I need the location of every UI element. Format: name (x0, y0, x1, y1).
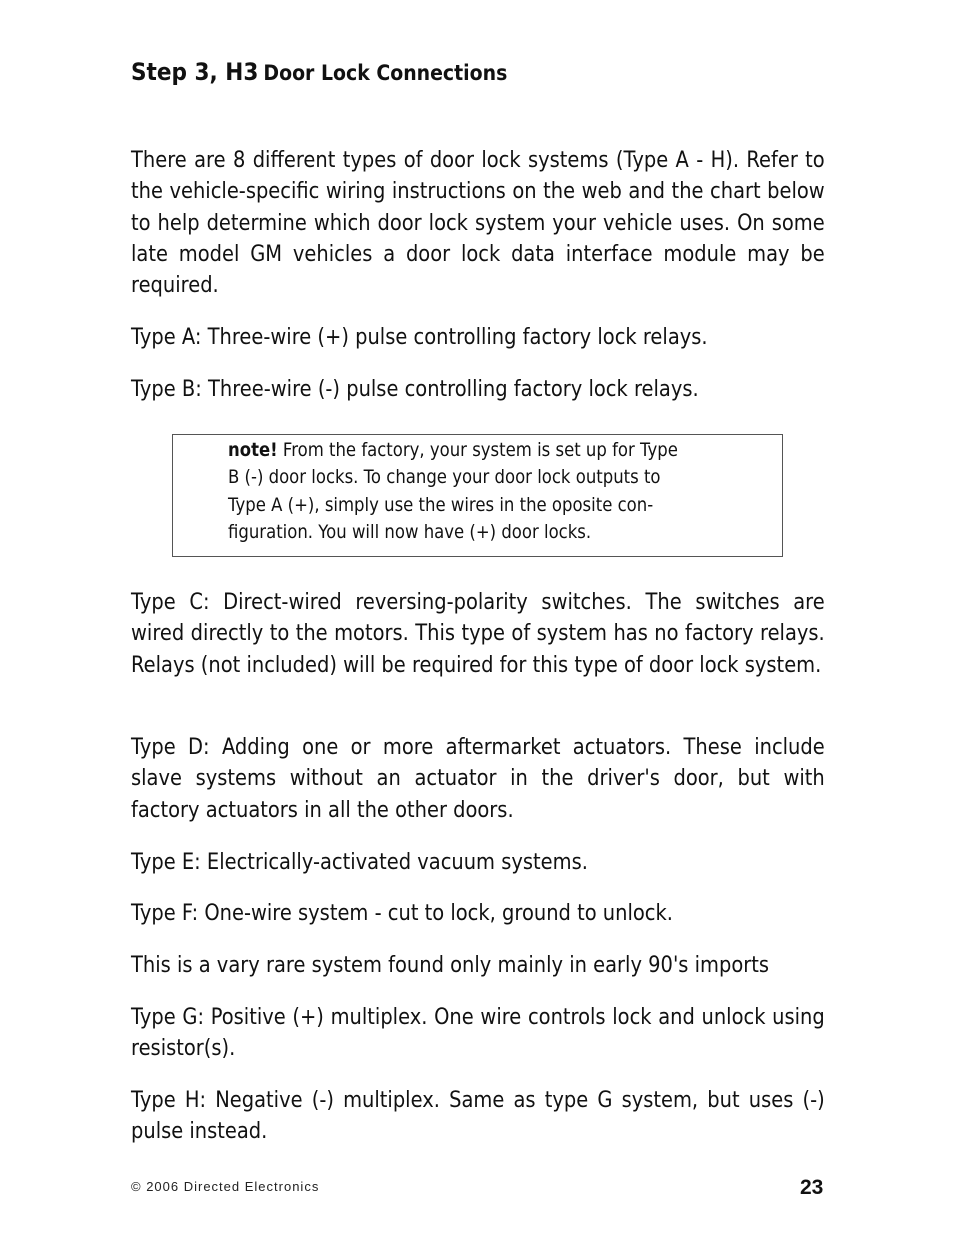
type-g-text: Type G: Positive (+) multiplex. One wire controls lock and unlock using resistor(s). (131, 1004, 825, 1062)
intro-paragraph (131, 145, 825, 301)
note-line-1: From the factory, your system is set up for Type (277, 439, 678, 461)
rare-system-paragraph (131, 950, 825, 981)
type-b-text: Type B: Three-wire (-) pulse controlling factory lock relays. (131, 376, 699, 402)
note-box (172, 434, 783, 557)
section-heading (131, 58, 507, 86)
rare-system-text: This is a vary rare system found only mainly in early 90's imports (131, 952, 770, 978)
note-text (228, 437, 730, 546)
heading-title: Door Lock Connections (263, 61, 508, 85)
type-e-text: Type E: Electrically-activated vacuum systems. (131, 849, 588, 875)
copyright-footer: © 2006 Directed Electronics (131, 1179, 320, 1194)
type-h-text: Type H: Negative (-) multiplex. Same as type G system, but uses (-) pulse instead. (131, 1087, 825, 1145)
type-g-paragraph (131, 1002, 825, 1065)
intro-text: There are 8 different types of door lock systems (Type A - H). Refer to the vehicle-specific wiring instructions on the web and the chart below to help determine which door lock system your vehicle uses. On some late model GM vehicles a door lock data interface module may be required. (131, 147, 825, 299)
type-e-paragraph (131, 847, 825, 878)
type-c-text: Type C: Direct-wired reversing-polarity switches. The switches are wired directly to the motors. This type of system has no factory relays. Relays (not included) will be required for this type of door lock system. (131, 589, 825, 678)
note-line-2: B (-) door locks. To change your door lock outputs to (228, 466, 661, 489)
type-a-paragraph (131, 322, 825, 353)
type-a-text: Type A: Three-wire (+) pulse controlling factory lock relays. (131, 324, 708, 350)
note-line-3: Type A (+), simply use the wires in the oposite con- (228, 493, 654, 516)
type-h-paragraph (131, 1085, 825, 1148)
type-c-paragraph (131, 587, 825, 681)
type-d-paragraph (131, 732, 825, 826)
note-label: note! (228, 439, 278, 461)
note-line-4: figuration. You will now have (+) door locks. (228, 520, 592, 543)
type-f-text: Type F: One-wire system - cut to lock, ground to unlock. (131, 900, 673, 926)
type-f-paragraph (131, 898, 825, 929)
heading-step: Step 3, H3 (131, 58, 259, 86)
page-number: 23 (800, 1176, 824, 1199)
type-b-paragraph (131, 374, 825, 405)
type-d-text: Type D: Adding one or more aftermarket actuators. These include slave systems without an actuator in the driver's door, but with factory actuators in all the other doors. (131, 734, 825, 823)
